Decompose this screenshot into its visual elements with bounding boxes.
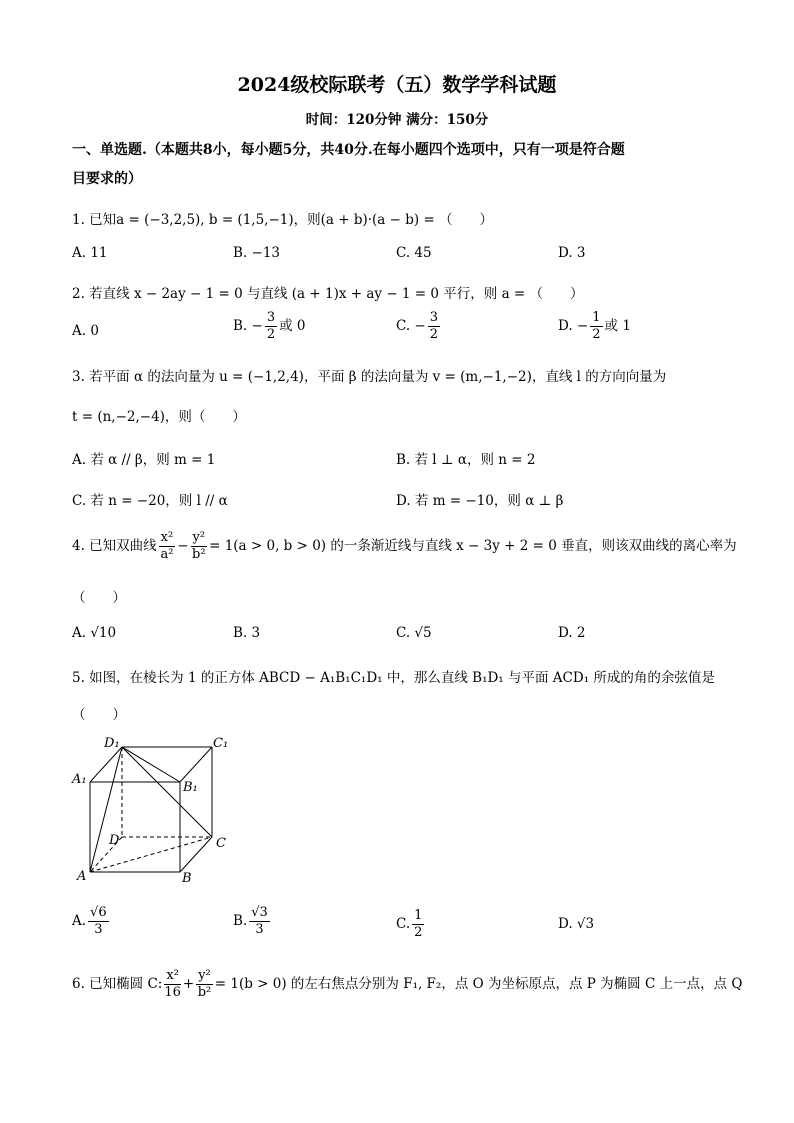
segment-d1b1 [122, 747, 180, 782]
q5-option-c: C. $\frac{1}{2}$ [396, 908, 423, 940]
edge-c1b1 [180, 747, 212, 782]
q5-option-a: A. $\frac{√6}{3}$ [72, 905, 107, 937]
q2-option-b: B. − $\frac{3}{2}$ 或 0 [233, 310, 306, 342]
q2-option-a: A. 0 [72, 323, 99, 339]
q5-stem: 5. 如图，在棱长为 1 的正方体 ABCD − A₁B₁C₁D₁ 中，那么直线 B₁D₁ 与平面 ACD₁ 所成的角的余弦值是 [72, 670, 715, 686]
segment-d1a [90, 747, 122, 872]
q3-stem-line2: t = (n,−2,−4)，则（ ） [72, 409, 246, 425]
page-title: 2024级校际联考（五）数学学科试题 [237, 74, 557, 96]
q4-option-c: C. √5 [396, 625, 432, 641]
label-c1: C₁ [213, 736, 229, 751]
q2-option-b-fraction: $\frac{3}{2}$ [266, 310, 276, 342]
q1-option-a: A. 11 [72, 245, 108, 261]
q5-option-c-fraction: $\frac{1}{2}$ [414, 908, 423, 940]
q2-option-d: D. − $\frac{1}{2}$ 或 1 [558, 310, 631, 342]
q1-option-d: D. 3 [558, 245, 586, 261]
q1-option-b: B. −13 [233, 245, 280, 261]
q2-option-c: C. − $\frac{3}{2}$ [396, 310, 439, 342]
section-header [72, 136, 732, 194]
label-b1: B₁ [183, 780, 198, 795]
label-a: A [77, 869, 87, 884]
q4-option-b: B. 3 [233, 625, 261, 641]
q4-fraction-x: $\frac{\text{x²}}{\text{a²}}$ [160, 530, 174, 562]
q5-option-d: D. √3 [558, 916, 595, 932]
edge-cb [180, 837, 212, 872]
q6-stem: 6. 已知椭圆 C: $\frac{\text{x²}}{16}$ + $\frac{\text{y²}}{\text{b²}}$ = 1(b > 0) 的左右焦点分别为 F₁, F₂，点 O 为坐标原点，点 P 为椭圆 C 上一点，点 Q [72, 968, 743, 1000]
q1-option-c: C. 45 [396, 245, 432, 261]
q4-stem: 4. 已知双曲线 $\frac{\text{x²}}{\text{a²}}$ − $\frac{\text{y²}}{\text{b²}}$ = 1(a > 0, b > 0) 的一条渐近线与直线 x − 3y + 2 = 0 垂直，则该双曲线的离心率为 [72, 530, 737, 562]
q3-option-d: D. 若 m = −10，则 α ⊥ β [396, 493, 564, 509]
q5-option-b: B. $\frac{√3}{3}$ [233, 905, 268, 937]
q4-option-d: D. 2 [558, 625, 586, 641]
label-a1: A₁ [72, 772, 87, 787]
q4-fraction-y: $\frac{\text{y²}}{\text{b²}}$ [192, 530, 206, 562]
exam-info: 时间：120分钟 满分：150分 [305, 112, 489, 128]
q2-option-d-fraction: $\frac{1}{2}$ [592, 310, 601, 342]
section-header-line1: 一、单选题.（本题共8小，每小题5分，共40分.在每小题四个选项中，只有一项是符合题 [72, 142, 625, 158]
q6-fraction-x: $\frac{\text{x²}}{16}$ [164, 968, 181, 1000]
label-d: D [109, 833, 120, 848]
label-c: C [216, 836, 226, 851]
q4-stem-line2: （ ） [72, 590, 126, 606]
q3-option-a: A. 若 α // β，则 m = 1 [72, 452, 216, 468]
q2-stem: 2. 若直线 x − 2ay − 1 = 0 与直线 (a + 1)x + ay − 1 = 0 平行，则 a = （ ） [72, 286, 584, 302]
q2-option-c-fraction: $\frac{3}{2}$ [429, 310, 439, 342]
q6-fraction-y: $\frac{\text{y²}}{\text{b²}}$ [197, 968, 212, 1000]
label-d1: D₁ [104, 736, 120, 751]
q4-option-a: A. √10 [72, 625, 117, 641]
segment-d1c [122, 747, 212, 837]
q5-option-b-fraction: $\frac{√3}{3}$ [251, 905, 268, 937]
q5-option-a-fraction: $\frac{√6}{3}$ [90, 905, 107, 937]
q1-stem: 1. 已知a = (−3,2,5), b = (1,5,−1)，则(a + b)·(a − b) = （ ） [72, 212, 494, 228]
cube-figure [70, 732, 240, 888]
q3-stem-line1: 3. 若平面 α 的法向量为 u = (−1,2,4)，平面 β 的法向量为 v = (m,−1,−2)，直线 l 的方向向量为 [72, 369, 667, 385]
q3-option-b: B. 若 l ⊥ α，则 n = 2 [396, 452, 536, 468]
q5-stem-line2: （ ） [72, 707, 126, 723]
q3-option-c: C. 若 n = −20，则 l // α [72, 493, 228, 509]
section-header-line2: 目要求的） [72, 171, 142, 187]
label-b: B [182, 871, 192, 886]
